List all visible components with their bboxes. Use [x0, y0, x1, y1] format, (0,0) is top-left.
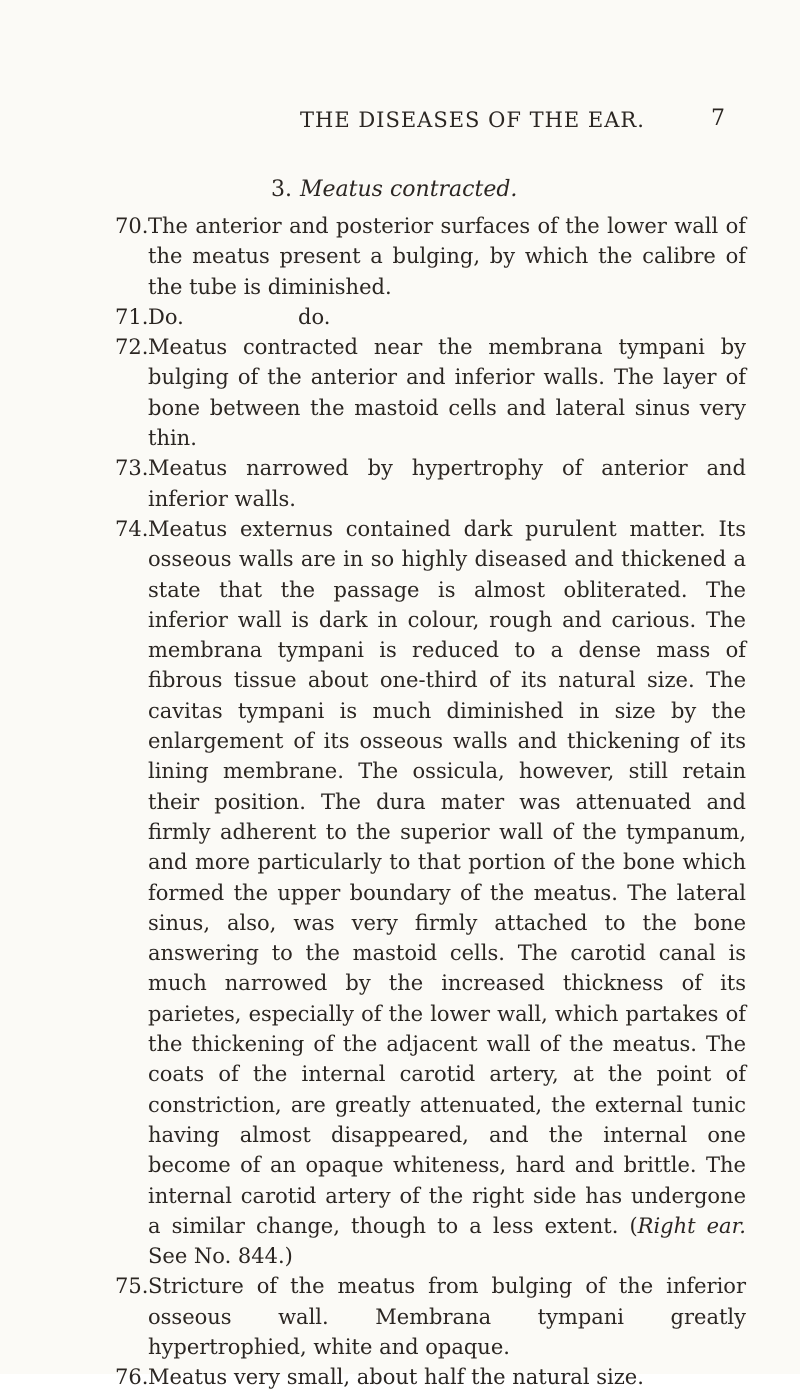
running-title: THE DISEASES OF THE EAR.: [300, 108, 645, 132]
entry-number: 71.: [115, 304, 149, 329]
entry-text: Meatus contracted near the membrana tympani by bulging of the anterior and inferior walls. The layer of bone between the mastoid cells and lateral sinus very thin.: [148, 335, 746, 451]
entry-73: [0, 453, 800, 514]
entry-74: [0, 514, 800, 1271]
entry-text: Meatus very small, about half the natural size.: [148, 1365, 644, 1390]
section-heading: [271, 177, 517, 202]
entry-number: 73.: [115, 456, 149, 481]
entry-75: [0, 1271, 800, 1362]
entry-number: 74.: [115, 516, 149, 541]
ditto-text: do.: [298, 304, 331, 329]
entry-72: [0, 332, 800, 453]
page-header: [0, 108, 800, 140]
entry-body: Meatus externus contained dark purulent matter. Its osseous walls are in so highly diseased and thickened a state that the passage is almost obliterated. The inferior wall is dark in colour, rough and carious. The membrana tympani is reduced to a dense mass of fibrous tissue about one-third of its natural size. The cavitas tympani is much diminished in size by the enlargement of its osseous walls and thickening of its lining membrane. The ossicula, however, still retain their position. The dura mater was attenuated and firmly adherent to the superior wall of the tympanum, and more particularly to that portion of the bone which formed the upper boundary of the meatus. The lateral sinus, also, was very firmly attached to the bone answering to the mastoid cells. The carotid canal is much narrowed by the increased thickness of its parietes, especially of the lower wall, which partakes of the thickening of the adjacent wall of the meatus. The coats of the internal carotid artery, at the point of constriction, are greatly attenuated, the external tunic having almost disappeared, and the internal one become of an opaque whiteness, hard and brittle. The internal carotid artery of the right side has undergone a similar change, though to a less extent.: [148, 516, 746, 1238]
reference-italic: Right ear.: [637, 1213, 746, 1238]
section-number: 3.: [271, 177, 292, 202]
entry-text: Stricture of the meatus from bulging of the inferior osseous wall. Membrana tympani greatly hypertrophied, white and opaque.: [148, 1274, 746, 1359]
page-number: 7: [711, 106, 725, 131]
entry-list: [0, 211, 800, 1393]
entry-text: Meatus narrowed by hypertrophy of anterior and inferior walls.: [148, 456, 746, 511]
entry-71: [0, 302, 800, 332]
entry-number: 70.: [115, 214, 149, 238]
entry-number: 75.: [115, 1274, 149, 1299]
entry-text: [148, 514, 746, 1271]
reference-open: (: [629, 1213, 638, 1238]
ditto-text: Do.: [148, 304, 184, 329]
section-title: Meatus contracted.: [300, 177, 518, 202]
entry-76: [0, 1362, 800, 1392]
entry-text: [148, 302, 746, 332]
entry-70: [0, 211, 800, 302]
entry-text: The anterior and posterior surfaces of the lower wall of the meatus present a bulging, by which the calibre of the tube is diminished.: [148, 214, 746, 299]
entry-number: 72.: [115, 335, 149, 360]
reference-rest: See No. 844.): [148, 1244, 293, 1269]
entry-number: 76.: [115, 1365, 149, 1390]
